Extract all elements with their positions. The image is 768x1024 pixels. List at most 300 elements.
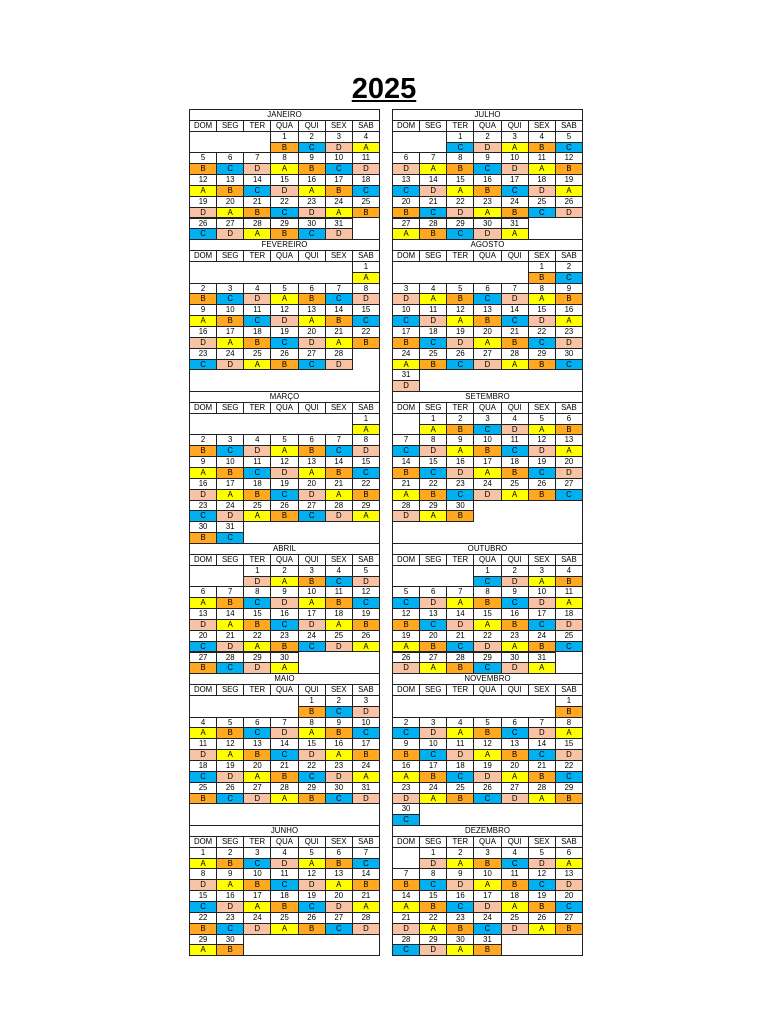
day-number: 1	[352, 261, 380, 273]
month-outubro	[392, 543, 583, 674]
month-marco	[189, 391, 380, 544]
shift-cell: C	[419, 749, 447, 761]
weekday-label: TER	[446, 836, 474, 848]
day-number: 12	[446, 304, 474, 316]
shift-cell: A	[243, 641, 271, 653]
day-number: 7	[325, 283, 353, 295]
weekday-label: TER	[446, 120, 474, 132]
shift-cell: C	[270, 879, 298, 891]
day-number: 10	[473, 434, 501, 446]
day-number: 23	[392, 782, 420, 794]
shift-cell: A	[298, 597, 326, 609]
day-number: 28	[325, 500, 353, 512]
shift-cell: D	[419, 185, 447, 197]
month-agosto	[392, 239, 583, 392]
shift-cell: C	[270, 749, 298, 761]
shift-cell: A	[243, 901, 271, 913]
day-number: 27	[216, 218, 244, 230]
day-number: 17	[473, 890, 501, 902]
day-number: 26	[189, 218, 217, 230]
shift-cell: C	[189, 901, 217, 913]
shift-cell: B	[270, 641, 298, 653]
shift-cell: A	[270, 662, 298, 674]
weekday-label: SAB	[555, 684, 583, 696]
weekday-label: TER	[243, 684, 271, 696]
shift-cell: B	[555, 576, 583, 588]
weekday-label: TER	[446, 250, 474, 262]
day-number: 6	[473, 283, 501, 295]
day-number: 23	[555, 326, 583, 338]
weekday-label: SEX	[528, 120, 556, 132]
shift-cell: D	[216, 228, 244, 240]
day-number: 18	[555, 608, 583, 620]
shift-cell: B	[352, 879, 380, 891]
shift-cell: D	[243, 576, 271, 588]
shift-cell: B	[325, 858, 353, 870]
weekday-label: SEX	[325, 250, 353, 262]
shift-cell: B	[392, 207, 420, 219]
day-number: 12	[298, 868, 326, 880]
weekday-label: SEG	[216, 120, 244, 132]
shift-cell: C	[216, 293, 244, 305]
shift-cell: A	[325, 749, 353, 761]
day-number: 5	[216, 717, 244, 729]
day-number: 31	[473, 934, 501, 946]
day-number: 2	[189, 283, 217, 295]
day-number: 10	[501, 152, 529, 164]
shift-cell: D	[189, 619, 217, 631]
weekday-label: SEG	[419, 836, 447, 848]
weekday-label: TER	[243, 836, 271, 848]
shift-cell: B	[473, 858, 501, 870]
shift-cell: A	[216, 749, 244, 761]
day-number: 13	[189, 608, 217, 620]
day-number: 4	[243, 434, 271, 446]
shift-cell: C	[473, 576, 501, 588]
shift-cell: B	[189, 445, 217, 457]
day-number: 11	[189, 738, 217, 750]
day-number: 25	[501, 478, 529, 490]
day-number: 20	[419, 630, 447, 642]
shift-cell: C	[216, 163, 244, 175]
weekday-label: SAB	[352, 250, 380, 262]
day-number: 17	[243, 890, 271, 902]
day-number: 5	[555, 131, 583, 143]
weekday-label: SEX	[325, 836, 353, 848]
day-number: 10	[473, 868, 501, 880]
day-number: 1	[270, 131, 298, 143]
shift-cell: B	[392, 619, 420, 631]
day-number: 19	[216, 760, 244, 772]
weekday-label: SEG	[419, 250, 447, 262]
day-number: 6	[243, 717, 271, 729]
day-number: 16	[189, 478, 217, 490]
shift-cell: C	[298, 641, 326, 653]
shift-cell: A	[392, 901, 420, 913]
shift-cell: B	[528, 901, 556, 913]
day-number: 2	[325, 695, 353, 707]
shift-cell: A	[528, 662, 556, 674]
day-number: 18	[243, 478, 271, 490]
shift-cell: B	[446, 662, 474, 674]
day-number: 15	[419, 456, 447, 468]
day-number: 24	[473, 912, 501, 924]
month-fevereiro	[189, 239, 380, 392]
day-number: 15	[419, 890, 447, 902]
shift-cell: C	[325, 923, 353, 935]
shift-cell: D	[528, 315, 556, 327]
shift-cell: A	[419, 662, 447, 674]
day-number: 27	[419, 652, 447, 664]
day-number: 24	[392, 348, 420, 360]
shift-cell: A	[446, 315, 474, 327]
shift-cell: D	[298, 879, 326, 891]
day-number: 14	[325, 456, 353, 468]
shift-cell: B	[298, 163, 326, 175]
shift-cell: D	[446, 207, 474, 219]
day-number: 22	[419, 912, 447, 924]
shift-cell: D	[473, 359, 501, 371]
month-name: FEVEREIRO	[189, 239, 380, 251]
day-number: 6	[392, 152, 420, 164]
shift-cell: B	[325, 467, 353, 479]
day-number: 11	[243, 304, 271, 316]
day-number: 7	[325, 434, 353, 446]
shift-cell: A	[325, 489, 353, 501]
day-number: 11	[446, 738, 474, 750]
day-number: 4	[419, 283, 447, 295]
shift-cell: D	[501, 923, 529, 935]
shift-cell: B	[243, 337, 271, 349]
day-number: 16	[446, 456, 474, 468]
weekday-label: SEX	[325, 684, 353, 696]
shift-cell: B	[216, 315, 244, 327]
shift-cell: D	[189, 489, 217, 501]
month-name: MAIO	[189, 673, 380, 685]
day-number: 3	[501, 131, 529, 143]
day-number: 22	[189, 912, 217, 924]
day-number: 26	[528, 912, 556, 924]
shift-cell: A	[501, 901, 529, 913]
shift-cell: D	[473, 901, 501, 913]
shift-cell: C	[392, 727, 420, 739]
shift-cell: D	[325, 228, 353, 240]
shift-cell: A	[446, 858, 474, 870]
weekday-label: QUI	[501, 684, 529, 696]
day-number: 5	[270, 434, 298, 446]
shift-cell: C	[419, 879, 447, 891]
weekday-label: SAB	[352, 684, 380, 696]
day-number: 9	[270, 586, 298, 598]
month-name: NOVEMBRO	[392, 673, 583, 685]
day-number: 2	[189, 434, 217, 446]
day-number: 10	[325, 152, 353, 164]
day-number: 30	[392, 803, 420, 815]
shift-cell: D	[473, 228, 501, 240]
weekday-label: SAB	[555, 554, 583, 566]
shift-cell: D	[419, 315, 447, 327]
day-number: 15	[528, 304, 556, 316]
day-number: 14	[243, 174, 271, 186]
shift-cell: A	[243, 771, 271, 783]
day-number: 8	[419, 434, 447, 446]
day-number: 7	[528, 717, 556, 729]
shift-cell: C	[325, 293, 353, 305]
shift-cell: A	[528, 424, 556, 436]
shift-cell: D	[555, 467, 583, 479]
weekday-label: QUA	[270, 684, 298, 696]
shift-cell: A	[446, 445, 474, 457]
day-number: 27	[243, 782, 271, 794]
weekday-label: SEG	[216, 836, 244, 848]
day-number: 8	[189, 868, 217, 880]
day-number: 4	[446, 717, 474, 729]
day-number: 8	[270, 152, 298, 164]
day-number: 9	[216, 868, 244, 880]
weekday-label: SEX	[528, 836, 556, 848]
month-name: JANEIRO	[189, 109, 380, 121]
shift-cell: A	[501, 771, 529, 783]
day-number: 22	[555, 760, 583, 772]
shift-cell: A	[298, 185, 326, 197]
shift-cell: B	[243, 619, 271, 631]
day-number: 13	[501, 738, 529, 750]
day-number: 8	[528, 283, 556, 295]
shift-cell: C	[555, 272, 583, 284]
shift-cell: C	[325, 793, 353, 805]
shift-cell: A	[555, 597, 583, 609]
shift-cell: D	[501, 662, 529, 674]
shift-cell: C	[446, 228, 474, 240]
weekday-label: QUA	[473, 684, 501, 696]
day-number: 19	[189, 196, 217, 208]
day-number: 26	[270, 348, 298, 360]
shift-cell: B	[325, 597, 353, 609]
day-number: 12	[473, 738, 501, 750]
shift-cell: D	[189, 749, 217, 761]
day-number: 24	[325, 196, 353, 208]
shift-cell: C	[555, 901, 583, 913]
shift-cell: D	[216, 771, 244, 783]
day-number: 11	[501, 868, 529, 880]
month-name: JULHO	[392, 109, 583, 121]
weekday-label: DOM	[189, 684, 217, 696]
shift-cell: C	[189, 228, 217, 240]
shift-cell: C	[473, 163, 501, 175]
day-number: 1	[528, 261, 556, 273]
day-number: 11	[352, 152, 380, 164]
shift-cell: D	[528, 185, 556, 197]
shift-cell: C	[392, 185, 420, 197]
shift-cell: A	[473, 207, 501, 219]
day-number: 8	[352, 434, 380, 446]
weekday-label: SAB	[555, 250, 583, 262]
shift-cell: B	[392, 879, 420, 891]
day-number: 31	[352, 782, 380, 794]
day-number: 18	[270, 890, 298, 902]
day-number: 2	[298, 131, 326, 143]
day-number: 22	[270, 196, 298, 208]
shift-cell: D	[243, 445, 271, 457]
shift-cell: C	[555, 641, 583, 653]
day-number: 5	[298, 847, 326, 859]
day-number: 27	[501, 782, 529, 794]
day-number: 13	[298, 304, 326, 316]
month-julho	[392, 109, 583, 240]
weekday-label: SEX	[528, 402, 556, 414]
shift-cell: D	[243, 293, 271, 305]
shift-cell: C	[298, 771, 326, 783]
shift-cell: A	[419, 793, 447, 805]
day-number: 5	[270, 283, 298, 295]
day-number: 20	[473, 326, 501, 338]
weekday-label: QUI	[298, 402, 326, 414]
shift-cell: D	[555, 879, 583, 891]
weekday-label: DOM	[392, 120, 420, 132]
shift-cell: D	[501, 424, 529, 436]
day-number: 27	[325, 912, 353, 924]
day-number: 2	[446, 847, 474, 859]
shift-cell: C	[189, 359, 217, 371]
day-number: 20	[501, 760, 529, 772]
shift-cell: A	[270, 793, 298, 805]
shift-cell: B	[270, 510, 298, 522]
day-number: 28	[528, 782, 556, 794]
shift-cell: C	[243, 597, 271, 609]
weekday-label: QUA	[270, 402, 298, 414]
day-number: 22	[243, 630, 271, 642]
day-number: 10	[352, 717, 380, 729]
shift-cell: C	[528, 207, 556, 219]
shift-cell: C	[446, 641, 474, 653]
weekday-label: SEX	[528, 554, 556, 566]
shift-cell: D	[392, 793, 420, 805]
day-number: 25	[528, 196, 556, 208]
shift-cell: B	[243, 879, 271, 891]
shift-cell: B	[216, 185, 244, 197]
day-number: 17	[501, 174, 529, 186]
day-number: 25	[325, 630, 353, 642]
weekday-label: SAB	[555, 120, 583, 132]
shift-cell: C	[243, 858, 271, 870]
shift-cell: C	[473, 923, 501, 935]
shift-cell: D	[216, 901, 244, 913]
day-number: 10	[392, 304, 420, 316]
day-number: 15	[270, 174, 298, 186]
shift-cell: B	[270, 228, 298, 240]
shift-cell: C	[555, 771, 583, 783]
day-number: 1	[419, 847, 447, 859]
day-number: 12	[189, 174, 217, 186]
shift-cell: D	[446, 467, 474, 479]
day-number: 7	[392, 434, 420, 446]
day-number: 24	[528, 630, 556, 642]
day-number: 7	[352, 847, 380, 859]
day-number: 11	[243, 456, 271, 468]
day-number: 11	[419, 304, 447, 316]
shift-cell: D	[446, 749, 474, 761]
day-number: 13	[555, 868, 583, 880]
weekday-label: QUA	[270, 554, 298, 566]
weekday-label: TER	[243, 250, 271, 262]
day-number: 16	[270, 608, 298, 620]
shift-cell: B	[473, 727, 501, 739]
shift-cell: A	[528, 793, 556, 805]
day-number: 30	[325, 782, 353, 794]
day-number: 30	[446, 934, 474, 946]
shift-cell: A	[501, 228, 529, 240]
weekday-label: QUI	[298, 554, 326, 566]
day-number: 23	[189, 348, 217, 360]
day-number: 11	[555, 586, 583, 598]
shift-cell: D	[501, 163, 529, 175]
weekday-label: QUA	[473, 120, 501, 132]
day-number: 2	[473, 131, 501, 143]
shift-cell: A	[446, 185, 474, 197]
day-number: 24	[352, 760, 380, 772]
shift-cell: D	[555, 207, 583, 219]
day-number: 14	[446, 608, 474, 620]
month-novembro	[392, 673, 583, 826]
day-number: 22	[352, 478, 380, 490]
shift-cell: C	[352, 858, 380, 870]
shift-cell: C	[555, 142, 583, 154]
day-number: 23	[216, 912, 244, 924]
day-number: 19	[270, 326, 298, 338]
day-number: 9	[501, 586, 529, 598]
weekday-label: SAB	[352, 402, 380, 414]
shift-cell: D	[298, 749, 326, 761]
day-number: 30	[216, 934, 244, 946]
weekday-label: SEG	[419, 402, 447, 414]
day-number: 28	[270, 782, 298, 794]
shift-cell: C	[446, 359, 474, 371]
day-number: 5	[189, 152, 217, 164]
day-number: 20	[555, 890, 583, 902]
day-number: 23	[446, 912, 474, 924]
weekday-label: SEG	[216, 250, 244, 262]
day-number: 14	[528, 738, 556, 750]
day-number: 1	[352, 413, 380, 425]
day-number: 31	[392, 369, 420, 381]
shift-cell: A	[446, 727, 474, 739]
day-number: 29	[352, 500, 380, 512]
shift-cell: D	[270, 467, 298, 479]
shift-cell: A	[325, 879, 353, 891]
day-number: 28	[419, 218, 447, 230]
shift-cell: D	[243, 662, 271, 674]
month-name: ABRIL	[189, 543, 380, 555]
weekday-label: TER	[243, 120, 271, 132]
day-number: 26	[270, 500, 298, 512]
shift-cell: B	[189, 923, 217, 935]
day-number: 10	[298, 586, 326, 598]
day-number: 27	[298, 500, 326, 512]
day-number: 28	[392, 500, 420, 512]
shift-cell: B	[419, 359, 447, 371]
weekday-label: SEX	[325, 554, 353, 566]
shift-cell: B	[392, 337, 420, 349]
day-number: 19	[473, 760, 501, 772]
shift-cell: C	[446, 142, 474, 154]
day-number: 1	[473, 565, 501, 577]
day-number: 12	[352, 586, 380, 598]
day-number: 18	[446, 760, 474, 772]
day-number: 17	[528, 608, 556, 620]
weekday-label: QUI	[501, 836, 529, 848]
day-number: 1	[243, 565, 271, 577]
day-number: 7	[216, 586, 244, 598]
